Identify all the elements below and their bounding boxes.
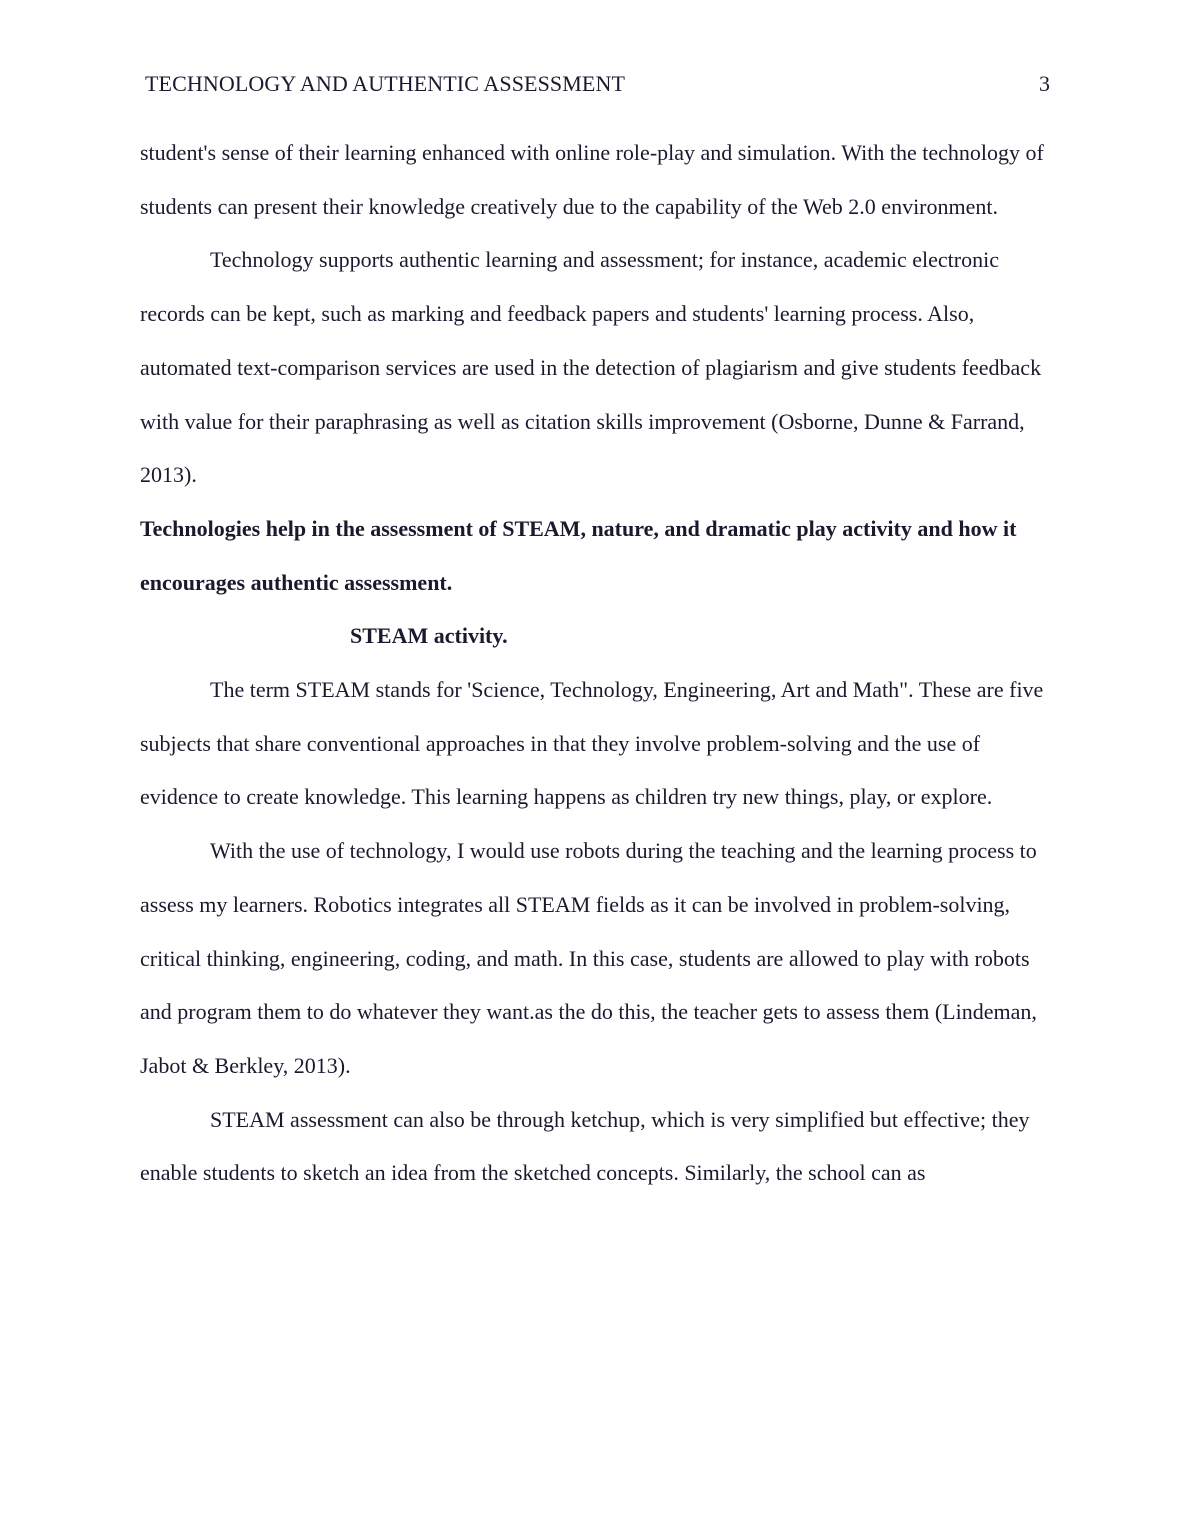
paragraph-robotics: With the use of technology, I would use robots during the teaching and the learning process to assess my learners. Robotics integrates all STEAM fields as it can be involved in problem-solving, critical thinking, engineering, coding, and math. In this case, students are allowed to play with robots and program them to do whatever they want.as the do this, the teacher gets to assess them (Lindeman, Jabot & Berkley, 2013). (140, 838, 1037, 1078)
document-body (140, 126, 1052, 1200)
page-number: 3 (1039, 71, 1050, 96)
paragraph-steam-sketch: STEAM assessment can also be through ketchup, which is very simplified but effective; they enable students to sketch an idea from the sketched concepts. Similarly, the school can as (140, 1106, 1030, 1186)
subsection-heading: STEAM activity. (350, 623, 508, 649)
section-heading: Technologies help in the assessment of STEAM, nature, and dramatic play activity and how it encourages authentic assessment. (140, 515, 1017, 595)
paragraph-technology-support: Technology supports authentic learning and assessment; for instance, academic electronic records can be kept, such as marking and feedback papers and students' learning process. Also, automated text-comparison services are used in the detection of plagiarism and give students feedback with value for their paraphrasing as well as citation skills improvement (Osborne, Dunne & Farrand, 2013). (140, 247, 1042, 488)
paragraph-steam-definition: The term STEAM stands for 'Science, Technology, Engineering, Art and Math". These are five subjects that share conventional approaches in that they involve problem-solving and the use of evidence to create knowledge. This learning happens as children try new things, play, or explore. (140, 677, 1044, 810)
paragraph-continuation: student's sense of their learning enhanced with online role-play and simulation. With the technology of students can present their knowledge creatively due to the capability of the Web 2.0 environment. (140, 140, 1044, 219)
running-head: TECHNOLOGY AND AUTHENTIC ASSESSMENT (145, 71, 625, 96)
